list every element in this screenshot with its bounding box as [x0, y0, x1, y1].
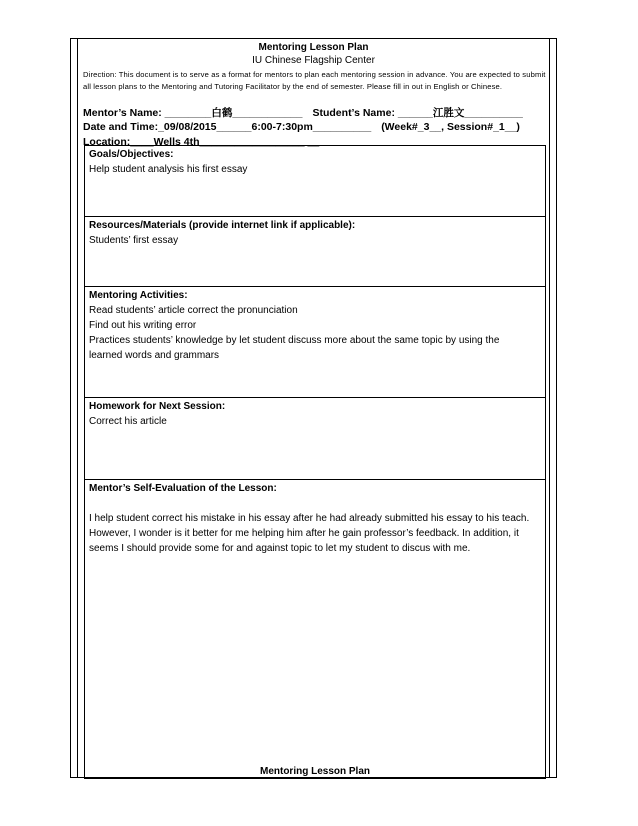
mentor-name: Mentor’s Name: ________白鹤____________: [83, 107, 303, 119]
page-title: Mentoring Lesson Plan: [258, 42, 369, 53]
footer-title: Mentoring Lesson Plan: [259, 766, 370, 777]
homework-section: [85, 398, 545, 480]
activities-heading: Mentoring Activities:: [89, 290, 188, 301]
activity-line: learned words and grammars: [89, 350, 220, 361]
location: Location:____Wells 4th__________________ __: [83, 136, 320, 148]
activities-section: [85, 287, 545, 398]
date-time-row: [83, 121, 548, 133]
homework-heading: Homework for Next Session:: [89, 401, 226, 412]
date-time: Date and Time:_09/08/2015______6:00-7:30pm__________: [83, 121, 372, 133]
evaluation-heading: Mentor’s Self-Evaluation of the Lesson:: [89, 483, 277, 494]
activity-line: Read students’ article correct the pronunciation: [89, 305, 298, 316]
resources-section: [85, 217, 545, 287]
goals-line: Help student analysis his first essay: [89, 164, 248, 175]
names-row: [83, 105, 548, 120]
activity-line: Find out his writing error: [89, 320, 197, 331]
resources-heading: Resources/Materials (provide internet link if applicable):: [89, 220, 356, 231]
goals-section: [85, 146, 545, 217]
week-session: (Week#_3__, Session#_1__): [381, 121, 520, 133]
homework-line: Correct his article: [89, 416, 167, 427]
evaluation-section: [85, 480, 545, 780]
resources-line: Students’ first essay: [89, 235, 179, 246]
activity-line: Practices students’ knowledge by let student discuss more about the same topic by using the: [89, 335, 500, 346]
evaluation-text: I help student correct his mistake in his essay after he had already submitted his essay to his teach. However, I wonder is it better for me helping him after he gain professor’s feedback. In addition, it seems I should provide some for and against topic to let my student to discus with me.: [89, 513, 530, 554]
goals-heading: Goals/Objectives:: [89, 149, 174, 160]
lesson-plan-frame: [70, 38, 557, 778]
center-name: IU Chinese Flagship Center: [252, 55, 375, 66]
student-name: Student’s Name: ______江胜文__________: [312, 107, 523, 119]
plan-table: [84, 145, 546, 779]
direction-text: Direction: This document is to serve as a format for mentors to plan each mentoring session in advance. You are expected to submit all lesson plans to the Mentoring and Tutoring Facilitator by the end of semester. Please fill in out in English or Chinese.: [83, 70, 546, 91]
